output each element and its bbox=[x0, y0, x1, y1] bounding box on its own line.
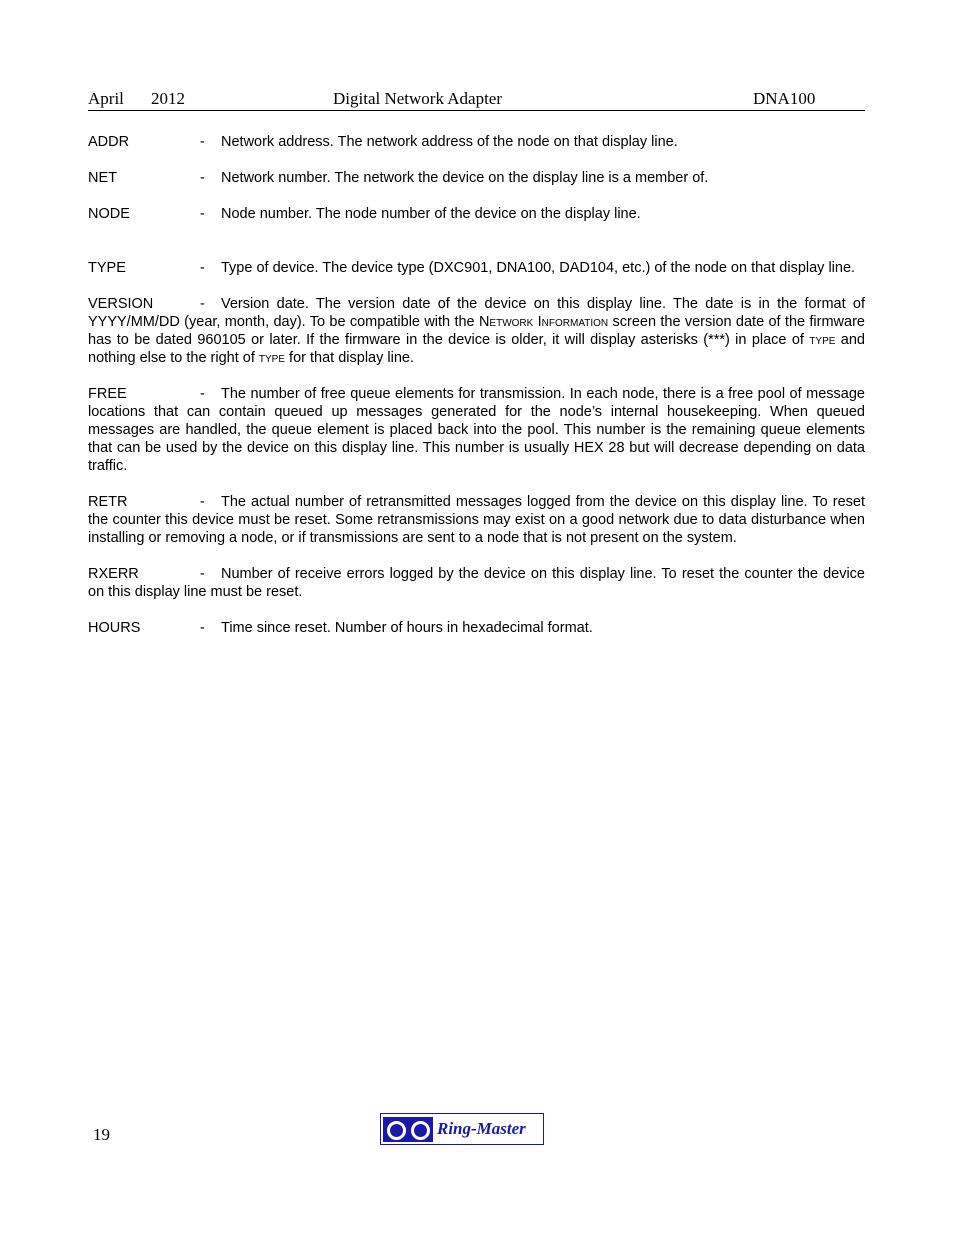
logo-rings-icon bbox=[383, 1117, 433, 1142]
entry-term: TYPE bbox=[88, 260, 126, 276]
entry-text: Network address. The network address of the node on that display line. bbox=[221, 134, 678, 150]
header-model: DNA100 bbox=[753, 89, 816, 108]
entry-text: Number of receive errors logged by the device on this display line. To reset the counter the device on this display line must be reset. bbox=[88, 566, 865, 600]
entry-text: Type of device. The device type (DXC901, DNA100, DAD104, etc.) of the node on that display line. bbox=[221, 260, 856, 276]
logo-ring-icon bbox=[387, 1121, 406, 1140]
page-header bbox=[88, 88, 865, 111]
entry-dash: - bbox=[200, 170, 205, 186]
entry-term: RXERR bbox=[88, 566, 139, 582]
entry-addr bbox=[88, 133, 865, 151]
logo-ring-icon bbox=[411, 1121, 430, 1140]
entry-term: RETR bbox=[88, 494, 128, 510]
entry-type bbox=[88, 259, 865, 277]
entry-dash: - bbox=[200, 566, 205, 582]
entry-dash: - bbox=[200, 386, 205, 402]
small-caps-term: Network Information bbox=[478, 314, 609, 330]
header-month: April bbox=[88, 89, 124, 108]
entry-text: Node number. The node number of the device on the display line. bbox=[221, 206, 641, 222]
entry-term: ADDR bbox=[88, 134, 130, 150]
page-number: 19 bbox=[93, 1125, 110, 1144]
entry-dash: - bbox=[200, 206, 205, 222]
entry-term: FREE bbox=[88, 386, 127, 402]
entry-rxerr bbox=[88, 565, 865, 601]
entry-text: Time since reset. Number of hours in hexadecimal format. bbox=[221, 620, 593, 636]
header-title: Digital Network Adapter bbox=[333, 89, 503, 108]
entry-text: Network number. The network the device on the display line is a member of. bbox=[221, 170, 709, 186]
small-caps-term: type bbox=[809, 332, 836, 348]
entry-node bbox=[88, 205, 865, 223]
entry-dash: - bbox=[200, 296, 205, 312]
definitions-list bbox=[88, 133, 865, 655]
entry-dash: - bbox=[200, 494, 205, 510]
entry-text-part: Version date. The version date of the device on this display line. The date is in the format of YYYY/MM/DD (year, month, day). To be compatible with the bbox=[88, 296, 865, 330]
entry-text-part: and nothing else to the right of bbox=[88, 332, 865, 366]
entry-text-part: for that display line. bbox=[285, 350, 414, 366]
logo-text: Ring-Master bbox=[437, 1119, 526, 1138]
entry-net bbox=[88, 169, 865, 187]
header-year: 2012 bbox=[151, 89, 185, 108]
entry-dash: - bbox=[200, 134, 205, 150]
entry-retr bbox=[88, 493, 865, 547]
entry-dash: - bbox=[200, 260, 205, 276]
entry-hours bbox=[88, 619, 865, 637]
entry-free bbox=[88, 385, 865, 475]
entry-version bbox=[88, 295, 865, 367]
entry-dash: - bbox=[200, 620, 205, 636]
entry-text: The actual number of retransmitted messages logged from the device on this display line. To reset the counter this device must be reset. Some retransmissions may exist on a good network due to data disturbance when installing or removing a node, or if transmissions are sent to a node that is not present on the system. bbox=[88, 494, 865, 546]
entry-term: NET bbox=[88, 170, 117, 186]
entry-text: The number of free queue elements for transmission. In each node, there is a free pool of message locations that can contain queued up messages generated for the node’s internal housekeeping. When queued messages are handled, the queue element is placed back into the pool. This number is the remaining queue elements that can be used by the device on this display line. This number is usually HEX 28 but will decrease depending on data traffic. bbox=[88, 386, 865, 474]
entry-text-part: screen the version date of the firmware has to be dated 960105 or later. If the firmware in the device is older, it will display asterisks (***) in place of bbox=[88, 314, 865, 348]
ring-master-logo bbox=[380, 1113, 544, 1145]
small-caps-term: type bbox=[258, 350, 286, 366]
entry-term: VERSION bbox=[88, 296, 154, 312]
entry-term: HOURS bbox=[88, 620, 141, 636]
entry-term: NODE bbox=[88, 206, 130, 222]
